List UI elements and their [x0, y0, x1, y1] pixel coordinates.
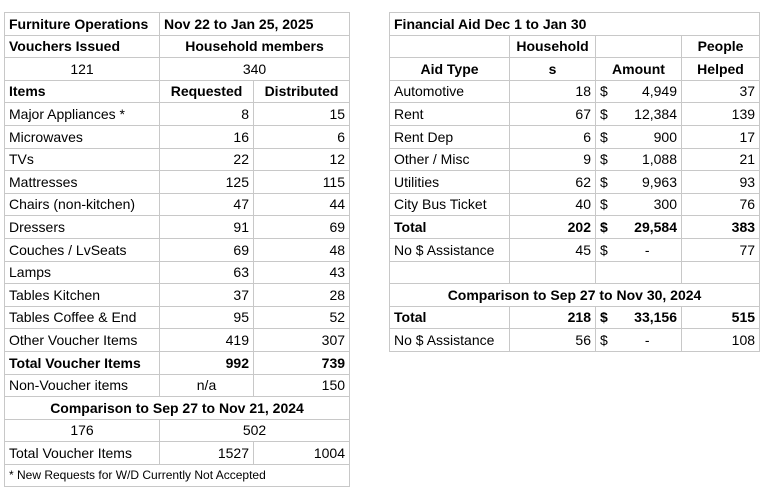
aid-type: Rent [390, 103, 510, 126]
blank-cell [510, 261, 596, 284]
distributed-value: 115 [254, 171, 350, 194]
furniture-title: Furniture Operations [5, 13, 160, 36]
furniture-date-range: Nov 22 to Jan 25, 2025 [160, 13, 350, 36]
households-value: 6 [510, 125, 596, 148]
vouchers-issued-value: 121 [5, 58, 160, 81]
table-row [390, 193, 760, 216]
distributed-value: 43 [254, 261, 350, 284]
aid-total-people: 383 [682, 216, 760, 239]
dollar-sign: $ [596, 125, 614, 148]
dollar-sign: $ [596, 238, 614, 261]
aid-total-households: 202 [510, 216, 596, 239]
amount-value: 9,963 [614, 171, 682, 194]
aid-total-amount: 29,584 [614, 216, 682, 239]
table-row [5, 306, 350, 329]
aid-type: Utilities [390, 171, 510, 194]
furniture-comparison-title: Comparison to Sep 27 to Nov 21, 2024 [5, 397, 350, 420]
comparison-total-row [5, 442, 350, 465]
footnote: * New Requests for W/D Currently Not Accepted [5, 464, 350, 487]
table-row [5, 329, 350, 352]
table-row [5, 238, 350, 261]
item-name: Couches / LvSeats [5, 238, 160, 261]
table-row [390, 125, 760, 148]
households-value: 67 [510, 103, 596, 126]
requested-value: 69 [160, 238, 254, 261]
item-name: Mattresses [5, 171, 160, 194]
item-name: Tables Kitchen [5, 284, 160, 307]
table-row [5, 148, 350, 171]
people-value: 93 [682, 171, 760, 194]
households-value: 62 [510, 171, 596, 194]
no-assistance-row [390, 238, 760, 261]
non-voucher-requested: n/a [160, 374, 254, 397]
item-name: Dressers [5, 216, 160, 239]
column-header-distributed: Distributed [254, 80, 350, 103]
comparison-no-assistance-amount: - [614, 329, 682, 352]
amount-value: 1,088 [614, 148, 682, 171]
distributed-value: 44 [254, 193, 350, 216]
item-name: Major Appliances * [5, 103, 160, 126]
amount-value: 900 [614, 125, 682, 148]
amount-value: 12,384 [614, 103, 682, 126]
table-row [390, 171, 760, 194]
column-header-aid-type: Aid Type [390, 58, 510, 81]
aid-total-label: Total [390, 216, 510, 239]
item-name: Tables Coffee & End [5, 306, 160, 329]
requested-value: 63 [160, 261, 254, 284]
household-members-label: Household members [160, 35, 350, 58]
comparison-total-label: Total [390, 306, 510, 329]
item-name: Microwaves [5, 125, 160, 148]
aid-type: Other / Misc [390, 148, 510, 171]
requested-value: 419 [160, 329, 254, 352]
comparison-no-assistance-households: 56 [510, 329, 596, 352]
comparison-no-assistance-people: 108 [682, 329, 760, 352]
requested-value: 37 [160, 284, 254, 307]
furniture-operations-table [4, 12, 350, 487]
item-name: Other Voucher Items [5, 329, 160, 352]
distributed-value: 69 [254, 216, 350, 239]
requested-value: 8 [160, 103, 254, 126]
people-value: 17 [682, 125, 760, 148]
distributed-value: 15 [254, 103, 350, 126]
people-value: 76 [682, 193, 760, 216]
header-spacer [390, 35, 510, 58]
people-value: 21 [682, 148, 760, 171]
requested-value: 125 [160, 171, 254, 194]
dollar-sign: $ [596, 193, 614, 216]
financial-aid-title: Financial Aid Dec 1 to Jan 30 [390, 13, 760, 36]
distributed-value: 307 [254, 329, 350, 352]
distributed-value: 52 [254, 306, 350, 329]
aid-type: Automotive [390, 80, 510, 103]
table-row [5, 193, 350, 216]
comparison-total-people: 515 [682, 306, 760, 329]
dollar-sign: $ [596, 103, 614, 126]
aid-comparison-title: Comparison to Sep 27 to Nov 30, 2024 [390, 284, 760, 307]
comparison-total-amount: 33,156 [614, 306, 682, 329]
column-header-households-top: Household [510, 35, 596, 58]
amount-value: 300 [614, 193, 682, 216]
column-header-amount: Amount [596, 58, 682, 81]
comparison-no-assistance-label: No $ Assistance [390, 329, 510, 352]
comparison-no-assistance-row [390, 329, 760, 352]
item-name: Chairs (non-kitchen) [5, 193, 160, 216]
requested-value: 47 [160, 193, 254, 216]
requested-value: 91 [160, 216, 254, 239]
no-assistance-label: No $ Assistance [390, 238, 510, 261]
comparison-total-row [390, 306, 760, 329]
total-row [390, 216, 760, 239]
blank-cell [596, 261, 682, 284]
distributed-value: 12 [254, 148, 350, 171]
table-row [5, 261, 350, 284]
column-header-requested: Requested [160, 80, 254, 103]
dollar-sign: $ [596, 306, 614, 329]
item-name: TVs [5, 148, 160, 171]
column-header-households-bottom: s [510, 58, 596, 81]
dollar-sign: $ [596, 216, 614, 239]
comparison-total-requested: 1527 [160, 442, 254, 465]
comparison-total-distributed: 1004 [254, 442, 350, 465]
comparison-members: 502 [160, 419, 350, 442]
distributed-value: 48 [254, 238, 350, 261]
no-assistance-households: 45 [510, 238, 596, 261]
households-value: 18 [510, 80, 596, 103]
no-assistance-people: 77 [682, 238, 760, 261]
column-header-people-top: People [682, 35, 760, 58]
table-row [5, 171, 350, 194]
item-name: Lamps [5, 261, 160, 284]
table-row [5, 125, 350, 148]
non-voucher-distributed: 150 [254, 374, 350, 397]
households-value: 9 [510, 148, 596, 171]
total-requested: 992 [160, 351, 254, 374]
people-value: 139 [682, 103, 760, 126]
total-distributed: 739 [254, 351, 350, 374]
comparison-total-households: 218 [510, 306, 596, 329]
no-assistance-amount: - [614, 238, 682, 261]
table-row [5, 284, 350, 307]
non-voucher-row [5, 374, 350, 397]
dollar-sign: $ [596, 148, 614, 171]
requested-value: 16 [160, 125, 254, 148]
people-value: 37 [682, 80, 760, 103]
blank-cell [390, 261, 510, 284]
household-members-value: 340 [160, 58, 350, 81]
dollar-sign: $ [596, 329, 614, 352]
blank-cell [682, 261, 760, 284]
comparison-vouchers: 176 [5, 419, 160, 442]
table-row [390, 103, 760, 126]
total-label: Total Voucher Items [5, 351, 160, 374]
vouchers-issued-label: Vouchers Issued [5, 35, 160, 58]
column-header-items: Items [5, 80, 160, 103]
distributed-value: 6 [254, 125, 350, 148]
comparison-total-label: Total Voucher Items [5, 442, 160, 465]
aid-type: Rent Dep [390, 125, 510, 148]
table-row [5, 216, 350, 239]
distributed-value: 28 [254, 284, 350, 307]
amount-value: 4,949 [614, 80, 682, 103]
dollar-sign: $ [596, 171, 614, 194]
dollar-sign: $ [596, 80, 614, 103]
table-row [390, 80, 760, 103]
requested-value: 95 [160, 306, 254, 329]
header-spacer [596, 35, 682, 58]
aid-type: City Bus Ticket [390, 193, 510, 216]
table-row [390, 148, 760, 171]
column-header-people-bottom: Helped [682, 58, 760, 81]
table-row [5, 103, 350, 126]
total-row [5, 351, 350, 374]
financial-aid-table [389, 12, 760, 352]
non-voucher-label: Non-Voucher items [5, 374, 160, 397]
households-value: 40 [510, 193, 596, 216]
requested-value: 22 [160, 148, 254, 171]
